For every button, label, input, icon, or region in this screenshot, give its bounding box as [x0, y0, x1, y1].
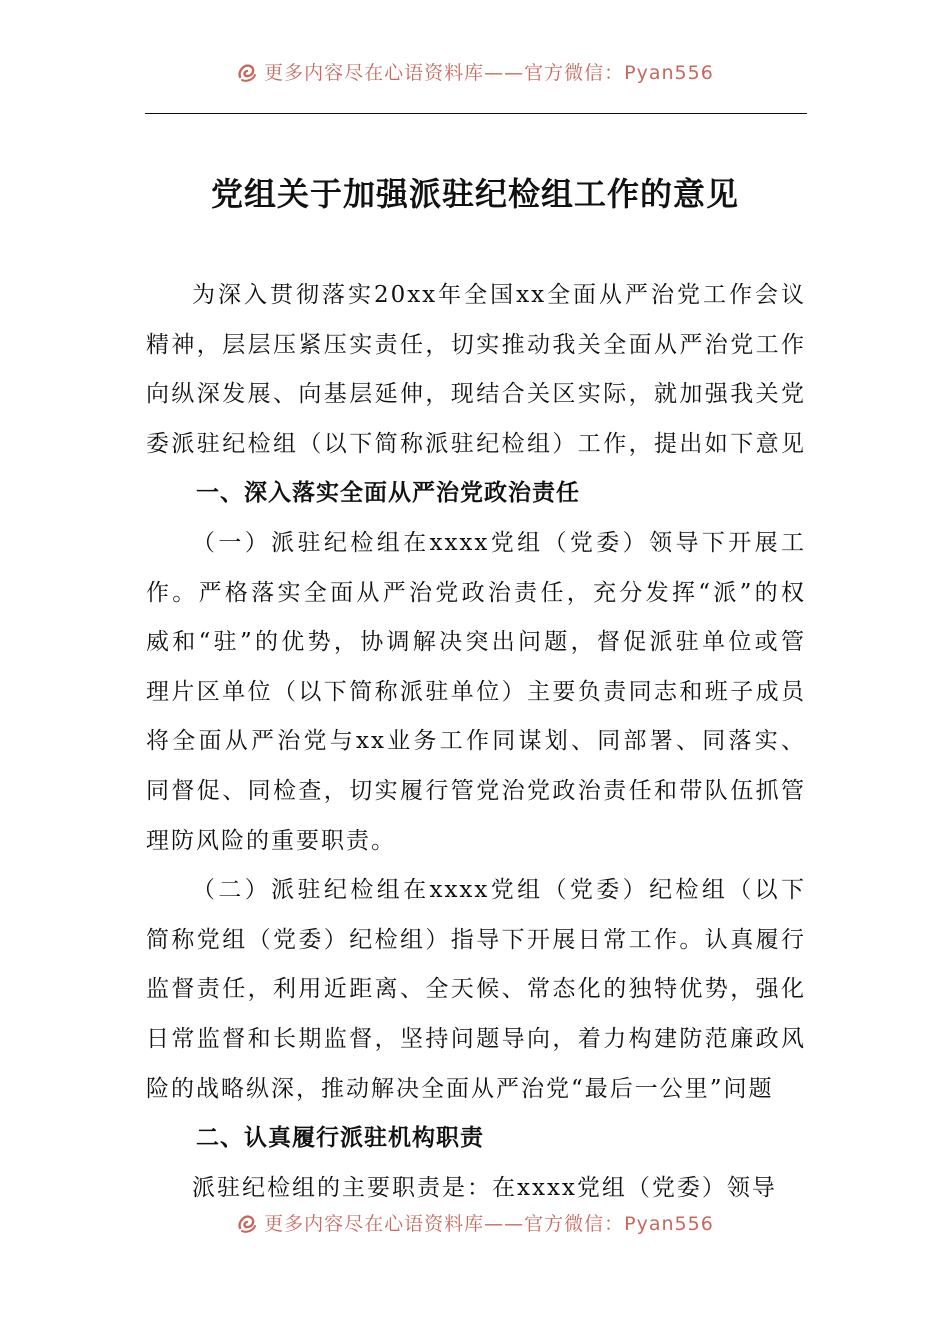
- watermark-bottom: [0, 1209, 950, 1236]
- paragraph-line: 将全面从严治党与xx业务工作同谋划、同部署、同落实、: [146, 728, 806, 755]
- paragraph-line: 日常监督和长期监督，坚持问题导向，着力构建防范廉政风: [146, 1025, 806, 1052]
- document-body: [146, 271, 806, 1213]
- watermark-text: 更多内容尽在心语资料库——官方微信：Pyan556: [264, 62, 714, 84]
- paragraph-line: 理片区单位（以下简称派驻单位）主要负责同志和班子成员: [146, 678, 806, 705]
- paragraph-line: 威和“驻”的优势，协调解决突出问题，督促派驻单位或管: [146, 629, 806, 656]
- section-heading: 二、认真履行派驻机构职责: [196, 1125, 484, 1152]
- paragraph-line: 作。严格落实全面从严治党政治责任，充分发挥“派”的权: [146, 579, 806, 606]
- paragraph-line: 同督促、同检查，切实履行管党治党政治责任和带队伍抓管: [146, 777, 806, 804]
- swirl-logo-icon: [236, 61, 258, 83]
- header-rule: [145, 113, 807, 114]
- paragraph-line: （一）派驻纪检组在xxxx党组（党委）领导下开展工: [192, 529, 806, 556]
- paragraph-line: 理防风险的重要职责。: [146, 827, 396, 854]
- paragraph-line: 委派驻纪检组（以下简称派驻纪检组）工作，提出如下意见: [146, 430, 806, 457]
- paragraph-line: 监督责任，利用近距离、全天候、常态化的独特优势，强化: [146, 976, 806, 1003]
- paragraph-line: 向纵深发展、向基层延伸，现结合关区实际，就加强我关党: [146, 381, 806, 408]
- paragraph-line: 为深入贯彻落实20xx年全国xx全面从严治党工作会议: [192, 282, 806, 308]
- section-heading: 一、深入落实全面从严治党政治责任: [196, 480, 580, 507]
- swirl-logo-icon: [236, 1212, 258, 1234]
- paragraph-line: 精神，层层压紧压实责任，切实推动我关全面从严治党工作: [146, 331, 806, 358]
- watermark-top: [0, 58, 950, 85]
- watermark-text: 更多内容尽在心语资料库——官方微信：Pyan556: [264, 1213, 714, 1235]
- paragraph-line: 简称党组（党委）纪检组）指导下开展日常工作。认真履行: [146, 926, 806, 953]
- paragraph-line: 派驻纪检组的主要职责是：在xxxx党组（党委）领导: [192, 1174, 777, 1201]
- paragraph-line: 险的战略纵深，推动解决全面从严治党“最后一公里”问题: [146, 1075, 774, 1102]
- document-title: 党组关于加强派驻纪检组工作的意见: [210, 175, 739, 213]
- paragraph-line: （二）派驻纪检组在xxxx党组（党委）纪检组（以下: [192, 877, 806, 904]
